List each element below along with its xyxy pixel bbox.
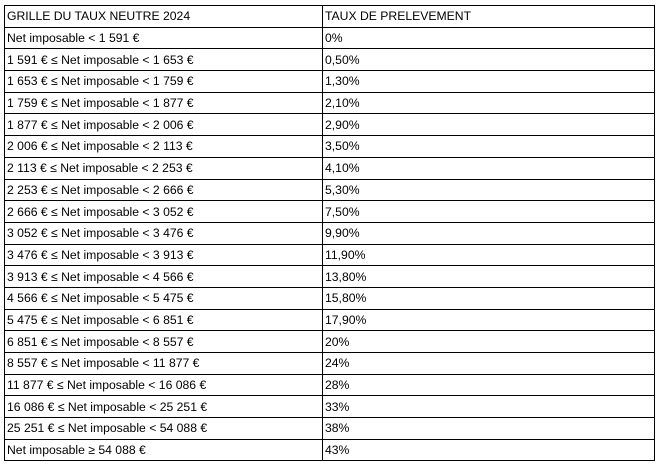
table-row (5, 353, 655, 375)
table-row (5, 331, 655, 353)
income-bracket-cell: 5 475 € ≤ Net imposable < 6 851 € (5, 309, 323, 331)
income-bracket-cell: 4 566 € ≤ Net imposable < 5 475 € (5, 287, 323, 309)
rate-cell: 1,30% (323, 71, 655, 93)
rate-cell: 2,10% (323, 92, 655, 114)
table-row (5, 396, 655, 418)
income-bracket-cell: 16 086 € ≤ Net imposable < 25 251 € (5, 396, 323, 418)
table-row (5, 266, 655, 288)
table-row (5, 49, 655, 71)
income-bracket-cell: 6 851 € ≤ Net imposable < 8 557 € (5, 331, 323, 353)
income-bracket-cell: 1 653 € ≤ Net imposable < 1 759 € (5, 71, 323, 93)
income-bracket-cell: 2 006 € ≤ Net imposable < 2 113 € (5, 136, 323, 158)
rate-cell: 43% (323, 439, 655, 461)
rate-cell: 13,80% (323, 266, 655, 288)
table-row (5, 418, 655, 440)
income-bracket-cell: 1 591 € ≤ Net imposable < 1 653 € (5, 49, 323, 71)
header-income-bracket: GRILLE DU TAUX NEUTRE 2024 (5, 6, 323, 28)
rate-cell: 28% (323, 374, 655, 396)
rate-cell: 20% (323, 331, 655, 353)
income-bracket-cell: 1 759 € ≤ Net imposable < 1 877 € (5, 92, 323, 114)
rate-cell: 11,90% (323, 244, 655, 266)
rate-cell: 9,90% (323, 222, 655, 244)
income-bracket-cell: 8 557 € ≤ Net imposable < 11 877 € (5, 353, 323, 375)
rate-cell: 15,80% (323, 287, 655, 309)
table-row (5, 114, 655, 136)
table-row (5, 374, 655, 396)
income-bracket-cell: Net imposable ≥ 54 088 € (5, 439, 323, 461)
table-row (5, 439, 655, 461)
table-row (5, 157, 655, 179)
rate-cell: 38% (323, 418, 655, 440)
table-row (5, 27, 655, 49)
header-withholding-rate: TAUX DE PRELEVEMENT (323, 6, 655, 28)
rate-cell: 7,50% (323, 201, 655, 223)
table-row (5, 244, 655, 266)
table-row (5, 201, 655, 223)
income-bracket-cell: 3 913 € ≤ Net imposable < 4 566 € (5, 266, 323, 288)
table-row (5, 136, 655, 158)
rate-cell: 33% (323, 396, 655, 418)
rate-cell: 2,90% (323, 114, 655, 136)
table-row (5, 222, 655, 244)
rate-cell: 3,50% (323, 136, 655, 158)
table-row (5, 287, 655, 309)
income-bracket-cell: 2 666 € ≤ Net imposable < 3 052 € (5, 201, 323, 223)
income-bracket-cell: 1 877 € ≤ Net imposable < 2 006 € (5, 114, 323, 136)
income-bracket-cell: 3 052 € ≤ Net imposable < 3 476 € (5, 222, 323, 244)
table-row (5, 309, 655, 331)
table-row (5, 92, 655, 114)
rate-cell: 17,90% (323, 309, 655, 331)
rate-cell: 5,30% (323, 179, 655, 201)
table-header-row (5, 6, 655, 28)
rate-cell: 0% (323, 27, 655, 49)
tax-rate-table (4, 5, 655, 461)
income-bracket-cell: Net imposable < 1 591 € (5, 27, 323, 49)
rate-cell: 0,50% (323, 49, 655, 71)
income-bracket-cell: 2 113 € ≤ Net imposable < 2 253 € (5, 157, 323, 179)
income-bracket-cell: 11 877 € ≤ Net imposable < 16 086 € (5, 374, 323, 396)
rate-cell: 4,10% (323, 157, 655, 179)
table-row (5, 179, 655, 201)
rate-cell: 24% (323, 353, 655, 375)
table-row (5, 71, 655, 93)
income-bracket-cell: 25 251 € ≤ Net imposable < 54 088 € (5, 418, 323, 440)
income-bracket-cell: 2 253 € ≤ Net imposable < 2 666 € (5, 179, 323, 201)
income-bracket-cell: 3 476 € ≤ Net imposable < 3 913 € (5, 244, 323, 266)
